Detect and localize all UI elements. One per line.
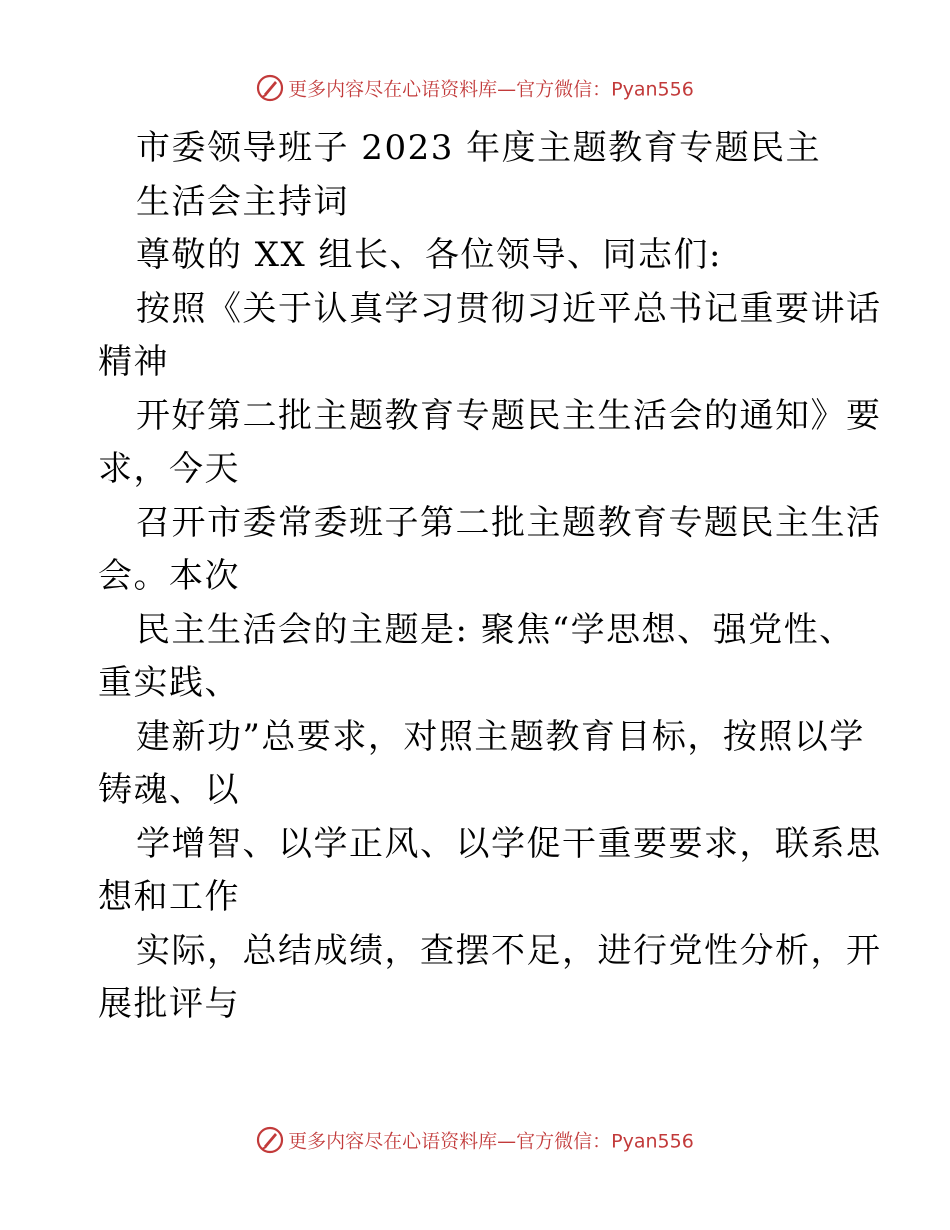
text-line: 会。本次	[98, 556, 240, 596]
document-body	[98, 122, 882, 1032]
text-line: 铸魂、以	[98, 770, 240, 810]
text-line: 召开市委常委班子第二批主题教育专题民主生活	[136, 502, 882, 543]
text-line: 生活会主持词	[136, 181, 349, 222]
text-line: 精神	[98, 342, 169, 382]
text-line: 开好第二批主题教育专题民主生活会的通知》要	[136, 395, 882, 436]
text-line: 建新功”总要求，对照主题教育目标，按照以学	[136, 716, 865, 757]
watermark-footer	[0, 1129, 950, 1154]
text-line: 按照《关于认真学习贯彻习近平总书记重要讲话	[136, 288, 882, 329]
text-line: 实际，总结成绩，查摆不足，进行党性分析，开	[136, 930, 882, 971]
quill-logo-icon	[256, 1126, 284, 1154]
text-line: 想和工作	[98, 877, 240, 917]
text-line: 求，今天	[98, 449, 240, 489]
watermark-header-text: 更多内容尽在心语资料库—官方微信：Pyan556	[288, 78, 694, 101]
text-line: 重实践、	[98, 663, 240, 703]
watermark-header	[0, 77, 950, 102]
text-line: 市委领导班子 2023 年度主题教育专题民主	[136, 128, 822, 168]
text-line: 展批评与	[98, 984, 240, 1024]
text-line: 尊敬的 XX 组长、各位领导、同志们:	[136, 235, 722, 275]
quill-logo-icon	[256, 74, 284, 102]
text-line: 民主生活会的主题是: 聚焦“学思想、强党性、	[136, 609, 855, 650]
watermark-footer-text: 更多内容尽在心语资料库—官方微信：Pyan556	[288, 1130, 694, 1153]
text-line: 学增智、以学正风、以学促干重要要求，联系思	[136, 823, 882, 864]
